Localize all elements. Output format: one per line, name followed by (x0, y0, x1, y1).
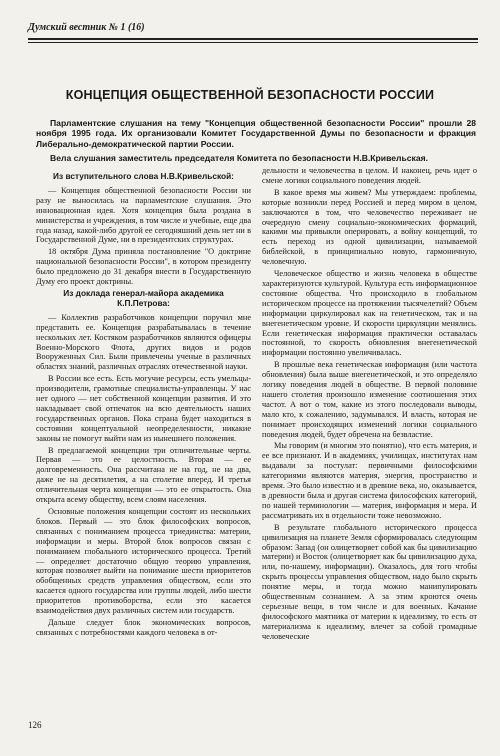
body-paragraph: 18 октября Дума приняла постановление "О доктрине национальной безопасности России", в котором президенту было предложено до 31 декабря внести в Государственную Думу его проект доктрины. (36, 247, 251, 287)
intro-paragraph: Вела слушания заместитель председателя Комитета по безопасности Н.В.Кривельская. (50, 153, 429, 164)
article-intro (36, 118, 476, 168)
body-paragraph: Дальше следует блок экономических вопросов, связанных с потребностями каждого человека в от- (36, 617, 251, 637)
body-paragraph: В прошлые века генетическая информация (или частота обновления) была выше внегенетической, и это определяло логику поведения людей в обществе. В первой половине нашего столетия произошло изменение соотношения этих частот. А вот о том, какие из этого последовали выводы, мало кто, к сожалению, задумывался. И власть, которая не понимает происходящих изменений логики социального поведения людей, будет обречена на безвластие. (262, 360, 477, 439)
body-paragraph: Мы говорим (и многим это понятно), что есть материя, и ее все признают. И в академиях, училищах, институтах нам выдавали за постулат: первичными философскими категориями являются материя, энергия, пространство и время. Это было известно и в древние века, но, оказывается, в древности была и другая система философских категорий, по нашей терминологии — материя, информация и мера. И рассматривать их в отдельности тоже невозможно. (262, 441, 477, 520)
body-paragraph: Человеческое общество и жизнь человека в обществе характеризуются культурой. Культура есть информационное состояние общества. Что происходило в глобальном историческом процессе на протяжении тысячелетий? Объем информации циркулировал как на генетическом, так и на внегенетическом уровне. И скорости циркуляции менялись. Если генетическая информация практически оставалась постоянной, то скорость обновления внегенетической информации постоянно увеличивалась. (262, 269, 477, 358)
section-subheading: Из доклада генерал-майора академика К.П.Петрова: (63, 287, 224, 308)
body-paragraph: дельности и человечества в целом. И наконец, речь идет о смене логики социального поведения людей. (262, 166, 477, 185)
header-rule-thin (28, 42, 478, 43)
page-number: 126 (28, 720, 42, 730)
body-paragraph: В России все есть. Есть могучие ресурсы, есть умельцы-производители, грамотные специалисты-управленцы. У нас нет одного — нет собственной концепции развития. И это накладывает свой отпечаток на всю деятельность наших государственных органов. Пока страна будет находиться в состоянии концептуальной неопределенности, никакие законы не помогут выйти нам из нынешнего положения. (36, 374, 251, 443)
body-paragraph: — Концепция общественной безопасности России ни разу не выносилась на парламентские слушания. Это инновационная идея. Хотя концепция была роздана в министерства и учреждения, в том числе и учебные, еще два года назад, какой-либо другой ее сегодняшний день нет ни в Государственной Думе, ни в президентских структурах. (36, 185, 251, 245)
running-title: Думский вестник № 1 (16) (28, 22, 145, 33)
intro-paragraph: Парламентские слушания на тему "Концепция общественной безопасности России" прошли 28 ноября 1995 года. Их организовали Комитет Государственной Думы по безопасности и фракция Либерально-демократической партии России. (36, 118, 476, 149)
left-column (36, 170, 251, 640)
article-title: КОНЦЕПЦИЯ ОБЩЕСТВЕННОЙ БЕЗОПАСНОСТИ РОССИИ (65, 88, 435, 102)
body-paragraph: В какое время мы живем? Мы утверждаем: проблемы, которые возникли перед Россией и перед миром в целом, заключаются в том, что человечество переживает не очередную смену социально-экономических формаций, какими мы привыкли оперировать, а войну концепций, то есть переход из одной цивилизации, называемой библейской, в принципиально новую, гармоничную, человечную. (262, 187, 477, 267)
body-paragraph: Основные положения концепции состоят из нескольких блоков. Первый — это блок философских вопросов, связанных с пониманием процесса триединства: материи, информации и меры. Второй блок вопросов связан с пониманием глобального исторического процесса. Третий — определяет достаточно общую теорию управления, которая позволяет выйти на понимание шести приоритетов обобщенных средств управления обществом, если это касается одного государства или группы людей, либо шести приоритетов противоборства, если это касается взаимодействия двух различных систем или государств. (36, 507, 251, 616)
body-paragraph: В результате глобального исторического процесса цивилизация на планете Земля сформировалась следующим образом: Запад (он олицетворяет собой как бы цивилизацию материи) и Восток (олицетворяет как бы цивилизацию духа, или, по-нашему, информации). Оказалось, для того чтобы скрыть процессы управления обществом, надо было скрыть понятие меры, и тогда можно манипулировать общественным сознанием. А за этим кроются очень серьезные вещи, в том числе и для военных. Качание философского маятника от материи к идеализму, то есть от материализма к идеализму, влечет за собой громадные человеческие (262, 522, 477, 641)
header-rule (28, 38, 478, 40)
section-subheading: Из вступительного слова Н.В.Кривельской: (53, 171, 234, 181)
body-paragraph: В предлагаемой концепции три отличительные черты. Первая — это ее целостность. Вторая — ее долговременность. Она рассчитана не на год, не на два, даже не на десятилетия, а на столетие вперед. И третья отличительная черта концепции — это ее открытость. Она открыта всему обществу, всем слоям населения. (36, 445, 251, 505)
body-paragraph: — Коллектив разработчиков концепции поручил мне представить ее. Концепция разрабатывалась в течение нескольких лет. Костяком разработчиков являются офицеры Военно-Морского Флота, других видов и родов Вооруженных Сил. Были привлечены ученые в различных областях знаний, различных отраслях отечественной науки. (36, 312, 251, 372)
right-column (262, 166, 477, 644)
